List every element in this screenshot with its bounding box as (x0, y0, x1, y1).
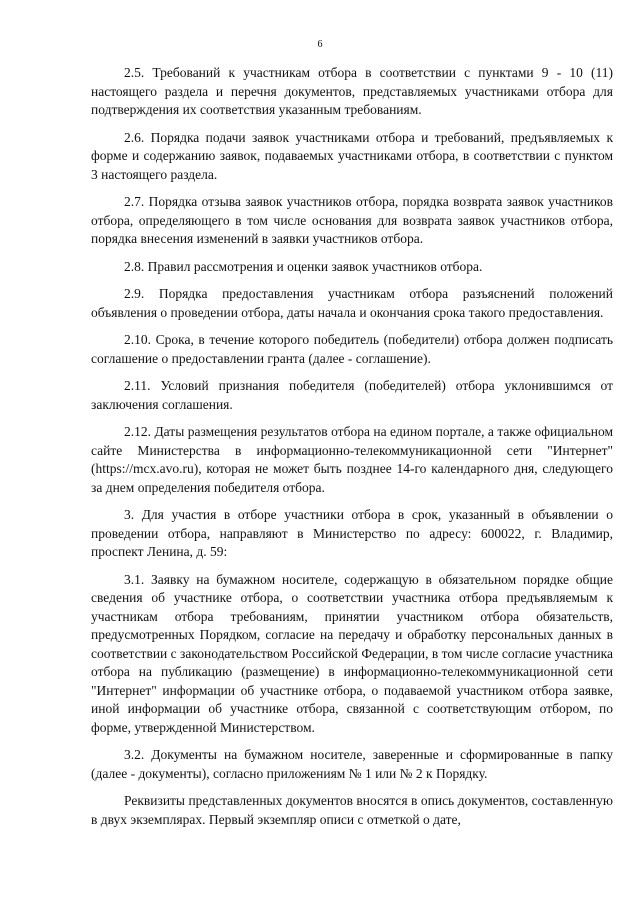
paragraph-2-7: 2.7. Порядка отзыва заявок участников отбора, порядка возврата заявок участников отбора, определяющего в том числе основания для возврата заявок участников отбора, порядка внесения изменений в заявки участников отбора. (91, 194, 613, 246)
paragraph-2-8: 2.8. Правил рассмотрения и оценки заявок участников отбора. (124, 258, 483, 274)
paragraph-2-12: 2.12. Даты размещения результатов отбора на едином портале, а также официальном сайте Министерства в информационно-телекоммуникационной сети "Интернет" (https://mcx.avo.ru), которая не может быть позднее 14-го календарного дня, следующего за днем определения победителя отбора. (91, 424, 613, 495)
paragraph-3-1: 3.1. Заявку на бумажном носителе, содержащую в обязательном порядке общие сведения об участнике отбора, о соответствии участника отбора предъявляемым к участникам отбора требованиям, принятии участником отбора обязательств, предусмотренных Порядком, согласие на передачу и обработку персональных данных в соответствии с законодательством Российской Федерации, в том числе согласие участника отбора на публикацию (размещение) в информационно-телекоммуникационной сети "Интернет" информации об участнике отбора, о подаваемой участником отбора заявке, иной информации об участнике отбора, связанной с соответствующим отбором, по форме, утвержденной Министерством. (91, 571, 613, 735)
paragraph-2-10: 2.10. Срока, в течение которого победитель (победители) отбора должен подписать соглашение о предоставлении гранта (далее - соглашение). (91, 332, 613, 366)
page-number: 6 (317, 39, 323, 50)
paragraph-2-5: 2.5. Требований к участникам отбора в соответствии с пунктами 9 - 10 (11) настоящего раздела и перечня документов, представляемых участниками отбора для подтверждения их соответствия указанным требованиям. (91, 65, 613, 117)
document-body (91, 64, 613, 829)
paragraph-2-6: 2.6. Порядка подачи заявок участниками отбора и требований, предъявляемых к форме и содержанию заявок, подаваемых участниками отбора, в соответствии с пунктом 3 настоящего раздела. (91, 129, 613, 182)
paragraph-3: 3. Для участия в отборе участники отбора в срок, указанный в объявлении о проведении отбора, направляют в Министерство по адресу: 600022, г. Владимир, проспект Ленина, д. 59: (91, 507, 613, 559)
paragraph-requisites: Реквизиты представленных документов вносятся в опись документов, составленную в двух экземплярах. Первый экземпляр описи с отметкой о дате, (91, 793, 613, 827)
paragraph-2-9: 2.9. Порядка предоставления участникам отбора разъяснений положений объявления о проведении отбора, даты начала и окончания срока такого предоставления. (91, 286, 613, 320)
paragraph-3-2: 3.2. Документы на бумажном носителе, заверенные и сформированные в папку (далее - документы), согласно приложениям № 1 или № 2 к Порядку. (91, 747, 613, 781)
paragraph-2-11: 2.11. Условий признания победителя (победителей) отбора уклонившимся от заключения соглашения. (91, 378, 613, 412)
